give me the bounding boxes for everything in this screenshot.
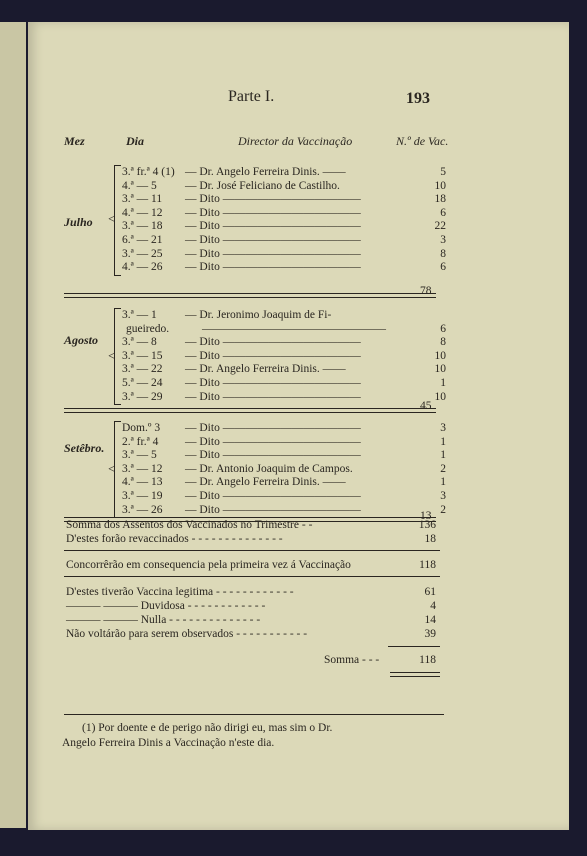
month-label: Setêbro. bbox=[64, 441, 105, 455]
somma-double-rule bbox=[390, 672, 440, 677]
row-director: — Dito ———————————— bbox=[185, 435, 361, 448]
table-row bbox=[122, 504, 446, 517]
row-day: 3.ª — 25 bbox=[122, 247, 163, 260]
row-day: 4.ª — 5 bbox=[122, 179, 157, 192]
book-page bbox=[28, 22, 569, 830]
row-day: 3.ª — 5 bbox=[122, 449, 157, 462]
table-row bbox=[122, 476, 446, 489]
page-number: 193 bbox=[406, 90, 430, 107]
row-count: 3 bbox=[440, 422, 446, 434]
summary-value: 18 bbox=[424, 533, 436, 545]
table-row bbox=[122, 234, 446, 247]
footnote-line-2: Angelo Ferreira Dinis a Vaccinação n'este dia. bbox=[62, 737, 275, 749]
table-row bbox=[122, 449, 446, 462]
row-day: 3.ª — 19 bbox=[122, 490, 163, 502]
table-row bbox=[122, 463, 446, 476]
table-row bbox=[122, 490, 446, 503]
row-director: — Dr. Angelo Ferreira Dinis. —— bbox=[185, 363, 346, 376]
row-day: gueiredo. bbox=[126, 322, 170, 335]
group-brace-tip: < bbox=[108, 211, 116, 227]
row-count: 10 bbox=[434, 179, 446, 192]
table-row bbox=[122, 350, 446, 363]
summary-value: 4 bbox=[430, 600, 436, 612]
row-director: ———————————————— bbox=[202, 322, 386, 335]
row-count: 3 bbox=[440, 234, 446, 246]
row-day: Dom.º 3 bbox=[122, 422, 161, 434]
row-director: — Dr. Angelo Ferreira Dinis. —— bbox=[185, 476, 346, 489]
group-total: 45 bbox=[420, 400, 432, 412]
row-director: — Dr. Jeronimo Joaquim de Fi- bbox=[185, 309, 332, 321]
table-row bbox=[122, 422, 446, 435]
table-row bbox=[122, 323, 446, 336]
summary-label: D'estes forão revaccinados - - - - - - - - - - - - - - bbox=[66, 533, 283, 545]
row-count: 8 bbox=[440, 247, 446, 260]
row-day: 4.ª — 12 bbox=[122, 206, 163, 219]
summary-value: 136 bbox=[418, 519, 436, 531]
row-count: 1 bbox=[440, 476, 446, 489]
row-day: 3.ª — 12 bbox=[122, 462, 163, 475]
row-director: — Dito ———————————— bbox=[185, 422, 361, 434]
row-count: 10 bbox=[434, 390, 446, 403]
row-director: — Dito ———————————— bbox=[185, 349, 361, 362]
summary-label: Concorrêrão em consequencia pela primeira vez á Vaccinação bbox=[66, 559, 351, 571]
row-director: — Dito ———————————— bbox=[185, 234, 361, 246]
row-day: 6.ª — 21 bbox=[122, 234, 163, 246]
table-row bbox=[122, 220, 446, 233]
row-director: — Dr. Angelo Ferreira Dinis. —— bbox=[185, 166, 346, 178]
row-count: 1 bbox=[440, 377, 446, 389]
summary-value: 118 bbox=[419, 559, 436, 571]
row-day: 5.ª — 24 bbox=[122, 377, 163, 389]
table-row bbox=[122, 436, 446, 449]
summary-separator bbox=[64, 576, 440, 577]
row-count: 2 bbox=[440, 462, 446, 475]
row-day: 3.ª — 11 bbox=[122, 193, 163, 206]
row-day: 3.ª fr.ª 4 (1) bbox=[122, 166, 175, 178]
somma-label: Somma - - - bbox=[324, 654, 380, 666]
summary-label: ——— ——— Duvidosa - - - - - - - - - - - - bbox=[66, 600, 266, 612]
row-director: — Dito ———————————— bbox=[185, 490, 361, 502]
row-director: — Dito ———————————— bbox=[185, 449, 361, 462]
table-row bbox=[122, 248, 446, 261]
somma-top-rule bbox=[388, 646, 440, 647]
row-count: 18 bbox=[434, 193, 446, 206]
row-director: — Dito ———————————— bbox=[185, 377, 361, 389]
summary-label: Não voltárão para serem observados - - - - - - - - - - - bbox=[66, 628, 308, 640]
row-day: 2.ª fr.ª 4 bbox=[122, 435, 159, 448]
row-count: 3 bbox=[440, 490, 446, 502]
summary-value: 14 bbox=[424, 614, 436, 626]
table-row bbox=[122, 261, 446, 274]
table-row bbox=[122, 336, 446, 349]
column-header-month: Mez bbox=[64, 134, 85, 148]
row-director: — Dito ———————————— bbox=[185, 503, 361, 516]
month-label: Julho bbox=[64, 215, 93, 229]
row-director: — Dito ———————————— bbox=[185, 193, 361, 206]
summary-separator bbox=[64, 550, 440, 551]
row-director: — Dito ———————————— bbox=[185, 336, 361, 349]
row-count: 2 bbox=[440, 503, 446, 516]
table-row bbox=[122, 166, 446, 179]
row-day: 3.ª — 15 bbox=[122, 349, 163, 362]
month-label: Agosto bbox=[64, 333, 99, 347]
row-count: 10 bbox=[434, 349, 446, 362]
table-row bbox=[122, 193, 446, 206]
somma-value: 118 bbox=[419, 654, 436, 666]
summary-label: D'estes tiverão Vaccina legitima - - - - - - - - - - - - bbox=[66, 586, 294, 598]
table-row bbox=[122, 363, 446, 376]
row-director: — Dito ———————————— bbox=[185, 390, 361, 403]
facing-page-edge bbox=[0, 22, 26, 828]
table-row bbox=[122, 391, 446, 404]
row-day: 3.ª — 8 bbox=[122, 336, 157, 349]
row-count: 6 bbox=[440, 322, 446, 335]
section-title: Parte I. bbox=[228, 88, 275, 105]
summary-label: ——— ——— Nulla - - - - - - - - - - - - - - bbox=[66, 614, 261, 626]
footnote-rule bbox=[64, 714, 444, 715]
row-day: 3.ª — 26 bbox=[122, 503, 163, 516]
column-header-director: Director da Vaccinação bbox=[238, 134, 353, 148]
row-director: — Dito ———————————— bbox=[185, 220, 361, 233]
group-total: 13 bbox=[420, 510, 432, 522]
row-count: 6 bbox=[440, 261, 446, 274]
table-row bbox=[122, 180, 446, 193]
row-count: 10 bbox=[434, 363, 446, 376]
group-total-rule bbox=[64, 293, 436, 298]
summary-label: Somma dos Assentos dos Vaccinados no Trimestre - - bbox=[66, 519, 313, 531]
table-row bbox=[122, 377, 446, 390]
group-brace-tip: < bbox=[108, 460, 116, 476]
footnote-line-1: (1) Por doente e de perigo não dirigi eu, mas sim o Dr. bbox=[82, 722, 333, 734]
row-count: 1 bbox=[440, 449, 446, 462]
row-count: 6 bbox=[440, 206, 446, 219]
group-total: 78 bbox=[420, 285, 432, 297]
column-header-day: Dia bbox=[126, 134, 144, 148]
row-day: 3.ª — 29 bbox=[122, 390, 163, 403]
row-day: 4.ª — 26 bbox=[122, 261, 163, 274]
row-day: 4.ª — 13 bbox=[122, 476, 163, 489]
group-brace-tip: < bbox=[108, 347, 116, 363]
row-director: — Dito ———————————— bbox=[185, 206, 361, 219]
row-count: 8 bbox=[440, 336, 446, 349]
row-director: — Dr. José Feliciano de Castilho. bbox=[185, 179, 340, 192]
table-row bbox=[122, 207, 446, 220]
group-total-rule bbox=[64, 408, 436, 413]
row-director: — Dr. Antonio Joaquim de Campos. bbox=[185, 462, 353, 475]
row-count: 5 bbox=[440, 166, 446, 178]
summary-value: 39 bbox=[424, 628, 436, 640]
table-row bbox=[122, 309, 446, 322]
row-count: 22 bbox=[434, 220, 446, 233]
row-director: — Dito ———————————— bbox=[185, 247, 361, 260]
row-day: 3.ª — 1 bbox=[122, 309, 157, 321]
row-day: 3.ª — 18 bbox=[122, 220, 163, 233]
summary-value: 61 bbox=[424, 586, 436, 598]
column-header-number: N.º de Vac. bbox=[396, 134, 449, 148]
row-day: 3.ª — 22 bbox=[122, 363, 163, 376]
row-director: — Dito ———————————— bbox=[185, 261, 361, 274]
row-count: 1 bbox=[440, 435, 446, 448]
